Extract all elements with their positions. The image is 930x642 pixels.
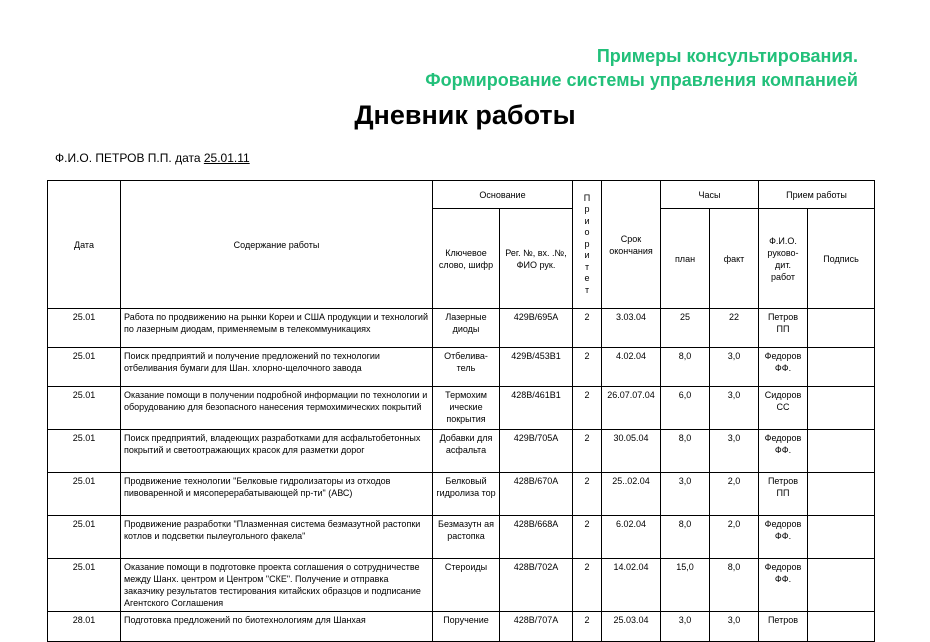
row-fact: 22 <box>710 309 759 348</box>
row-signature <box>808 309 875 348</box>
row-deadline: 30.05.04 <box>602 430 661 473</box>
row-keyword: Лазерные диоды <box>433 309 500 348</box>
row-keyword: Стероиды <box>433 559 500 612</box>
row-reg: 428В/668А <box>500 516 573 559</box>
fio-label: Ф.И.О. ПЕТРОВ П.П. <box>55 151 172 165</box>
row-fact: 8,0 <box>710 559 759 612</box>
row-reg: 428В/670А <box>500 473 573 516</box>
row-signature <box>808 348 875 387</box>
row-plan: 3,0 <box>661 612 710 642</box>
row-priority: 2 <box>573 348 602 387</box>
row-content: Подготовка предложений по биотехнологиям для Шанхая <box>121 612 433 642</box>
row-priority: 2 <box>573 612 602 642</box>
table-row <box>48 516 875 559</box>
row-fact: 3,0 <box>710 612 759 642</box>
row-priority: 2 <box>573 516 602 559</box>
row-reg: 428В/461В1 <box>500 387 573 430</box>
work-journal-table <box>47 180 875 642</box>
header-line-2: Формирование системы управления компанией <box>425 70 858 90</box>
col-content: Содержание работы <box>121 181 433 309</box>
row-date: 28.01 <box>48 612 121 642</box>
date-value: 25.01.11 <box>203 151 250 165</box>
col-fact: факт <box>710 209 759 309</box>
row-date: 25.01 <box>48 473 121 516</box>
row-content: Поиск предприятий и получение предложений по технологии отбеливания бумаги для Шан. хлорно-щелочного завода <box>121 348 433 387</box>
col-acceptance: Прием работы <box>759 181 875 209</box>
row-plan: 15,0 <box>661 559 710 612</box>
row-date: 25.01 <box>48 516 121 559</box>
row-fact: 3,0 <box>710 387 759 430</box>
row-signature <box>808 387 875 430</box>
row-deadline: 4.02.04 <box>602 348 661 387</box>
row-reg: 429В/705А <box>500 430 573 473</box>
row-deadline: 25.03.04 <box>602 612 661 642</box>
row-plan: 6,0 <box>661 387 710 430</box>
row-priority: 2 <box>573 309 602 348</box>
date-label: дата <box>175 151 201 165</box>
row-manager: Федоров ФФ. <box>759 348 808 387</box>
row-signature <box>808 559 875 612</box>
col-hours: Часы <box>661 181 759 209</box>
row-content: Оказание помощи в получении подробной информации по технологии и оборудованию для безопасного нанесения термохимических покрытий <box>121 387 433 430</box>
row-manager: Федоров ФФ. <box>759 559 808 612</box>
row-manager: Петров ПП <box>759 309 808 348</box>
col-date: Дата <box>48 181 121 309</box>
row-content: Продвижение разработки "Плазменная система безмазутной растопки котлов и подсветки пылеугольного факела" <box>121 516 433 559</box>
table-row <box>48 309 875 348</box>
col-deadline: Срок окончания <box>602 181 661 309</box>
row-priority: 2 <box>573 473 602 516</box>
col-manager: Ф.И.О. руково-дит. работ <box>759 209 808 309</box>
row-keyword: Добавки для асфальта <box>433 430 500 473</box>
col-priority-label: Приоритет <box>583 192 591 295</box>
row-content: Поиск предприятий, владеющих разработками для асфальтобетонных покрытий и светоотражающих красок для разметки дорог <box>121 430 433 473</box>
row-deadline: 26.07.07.04 <box>602 387 661 430</box>
row-plan: 8,0 <box>661 348 710 387</box>
row-manager: Федоров ФФ. <box>759 516 808 559</box>
row-deadline: 3.03.04 <box>602 309 661 348</box>
row-manager: Петров <box>759 612 808 642</box>
col-keyword: Ключевое слово, шифр <box>433 209 500 309</box>
row-deadline: 6.02.04 <box>602 516 661 559</box>
table-row <box>48 387 875 430</box>
row-date: 25.01 <box>48 430 121 473</box>
col-plan: план <box>661 209 710 309</box>
table-row <box>48 473 875 516</box>
row-deadline: 14.02.04 <box>602 559 661 612</box>
row-keyword: Поручение <box>433 612 500 642</box>
row-plan: 8,0 <box>661 516 710 559</box>
row-reg: 428В/702А <box>500 559 573 612</box>
row-date: 25.01 <box>48 387 121 430</box>
row-fact: 2,0 <box>710 473 759 516</box>
row-reg: 428В/707А <box>500 612 573 642</box>
table-row <box>48 559 875 612</box>
row-priority: 2 <box>573 387 602 430</box>
row-reg: 429В/453В1 <box>500 348 573 387</box>
row-content: Оказание помощи в подготовке проекта соглашения о сотрудничестве между Шанх. центром и Центром "СКЕ". Получение и отправка заказчику результатов тестирования китайских образцов и подписание Агентского Соглашения <box>121 559 433 612</box>
row-content: Работа по продвижению на рынки Кореи и США продукции и технологий по лазерным диодам, применяемым в телекоммуникациях <box>121 309 433 348</box>
row-keyword: Отбелива-тель <box>433 348 500 387</box>
row-signature <box>808 612 875 642</box>
col-priority <box>573 181 602 309</box>
row-fact: 3,0 <box>710 348 759 387</box>
row-priority: 2 <box>573 559 602 612</box>
table-row <box>48 612 875 642</box>
row-fact: 3,0 <box>710 430 759 473</box>
table-row <box>48 348 875 387</box>
row-keyword: Белковый гидролиза тор <box>433 473 500 516</box>
header-line-1: Примеры консультирования. <box>596 46 858 66</box>
row-plan: 3,0 <box>661 473 710 516</box>
row-fact: 2,0 <box>710 516 759 559</box>
row-manager: Федоров ФФ. <box>759 430 808 473</box>
col-basis: Основание <box>433 181 573 209</box>
table-row <box>48 430 875 473</box>
row-manager: Петров ПП <box>759 473 808 516</box>
row-date: 25.01 <box>48 559 121 612</box>
col-signature: Подпись <box>808 209 875 309</box>
col-reg: Рег. №, вх. .№, ФИО рук. <box>500 209 573 309</box>
page-title: Дневник работы <box>354 100 576 130</box>
row-date: 25.01 <box>48 309 121 348</box>
row-content: Продвижение технологии "Белковые гидролизаторы из отходов пивоваренной и мясоперерабатывающей пр-ти" (АВС) <box>121 473 433 516</box>
row-plan: 25 <box>661 309 710 348</box>
row-keyword: Термохим ические покрытия <box>433 387 500 430</box>
row-plan: 8,0 <box>661 430 710 473</box>
row-keyword: Безмазутн ая растопка <box>433 516 500 559</box>
row-signature <box>808 516 875 559</box>
row-priority: 2 <box>573 430 602 473</box>
row-signature <box>808 473 875 516</box>
row-date: 25.01 <box>48 348 121 387</box>
meta-line <box>55 151 250 165</box>
row-signature <box>808 430 875 473</box>
row-reg: 429В/695А <box>500 309 573 348</box>
row-manager: Сидоров СС <box>759 387 808 430</box>
row-deadline: 25..02.04 <box>602 473 661 516</box>
